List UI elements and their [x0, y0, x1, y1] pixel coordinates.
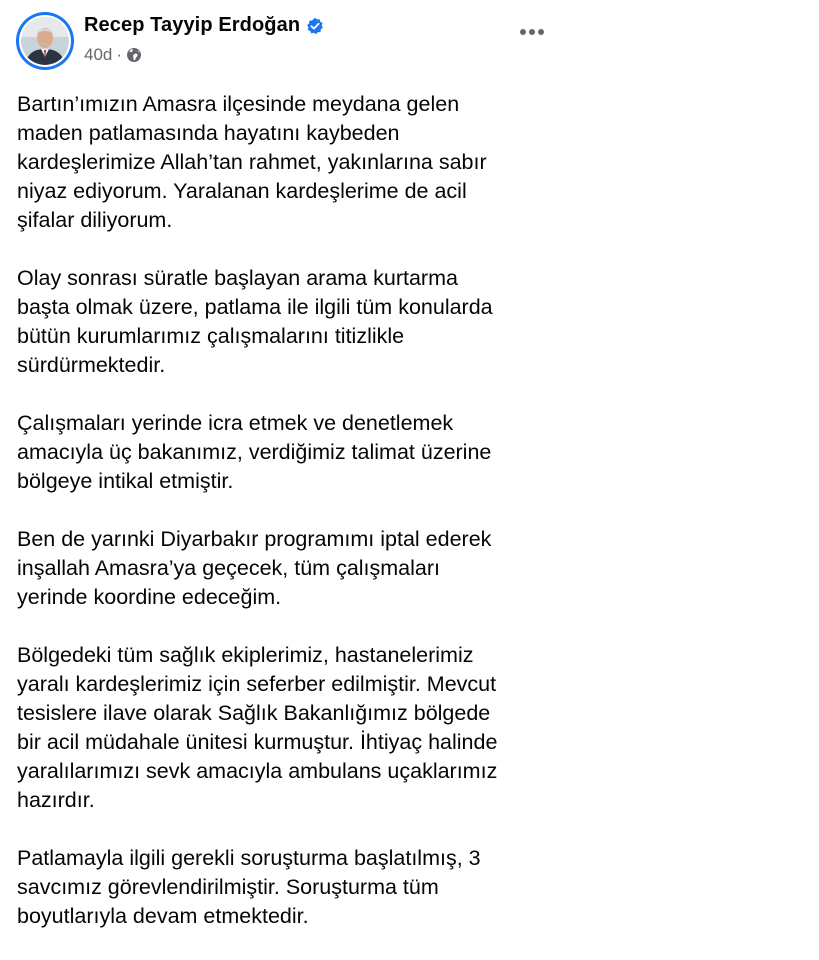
avatar-inner-ring [19, 15, 71, 67]
post-paragraph-3: Çalışmaları yerinde icra etmek ve denetlemek amacıyla üç bakanımız, verdiğimiz talimat üzerine bölgeye intikal etmiştir. [17, 411, 492, 493]
post-paragraph-6: Patlamayla ilgili gerekli soruşturma başlatılmış, 3 savcımız görevlendirilmiştir. Soruşturma tüm boyutlarıyla devam etmektedir. [17, 846, 481, 928]
verified-badge-icon [306, 17, 324, 35]
post-message [17, 90, 577, 960]
profile-avatar[interactable] [16, 12, 74, 70]
more-options-icon[interactable] [518, 22, 546, 42]
post-paragraph-1: Bartın’ımızın Amasra ilçesinde meydana gelen maden patlamasında hayatını kaybeden kardeşlerimize Allah’tan rahmet, yakınlarına sabır niyaz ediyorum. Yaralanan kardeşlerime de acil şifalar diliyorum. [17, 92, 487, 232]
post-paragraph-2: Olay sonrası süratle başlayan arama kurtarma başta olmak üzere, patlama ile ilgili tüm konularda bütün kurumlarımız çalışmalarını titizlikle sürdürmektedir. [17, 266, 493, 377]
avatar-photo-icon [21, 17, 69, 65]
post-timestamp[interactable]: 40d [84, 45, 113, 64]
post-meta [84, 45, 142, 65]
post-header [16, 12, 536, 72]
post-paragraph-4: Ben de yarınki Diyarbakır programımı iptal ederek inşallah Amasra’ya geçecek, tüm çalışmaları yerinde koordine edeceğim. [17, 527, 492, 609]
meta-separator: · [116, 45, 123, 64]
post-paragraph-5: Bölgedeki tüm sağlık ekiplerimiz, hastanelerimiz yaralı kardeşlerimiz için seferber edilmiştir. Mevcut tesislere ilave olarak Sağlık Bakanlığımız bölgede bir acil müdahale ünitesi kurmuştur. İhtiyaç halinde yaralılarımızı sevk amacıyla ambulans uçaklarımız hazırdır. [17, 643, 498, 812]
globe-icon[interactable] [126, 47, 142, 63]
author-line [84, 14, 324, 37]
author-name-link[interactable]: Recep Tayyip Erdoğan [84, 14, 301, 36]
